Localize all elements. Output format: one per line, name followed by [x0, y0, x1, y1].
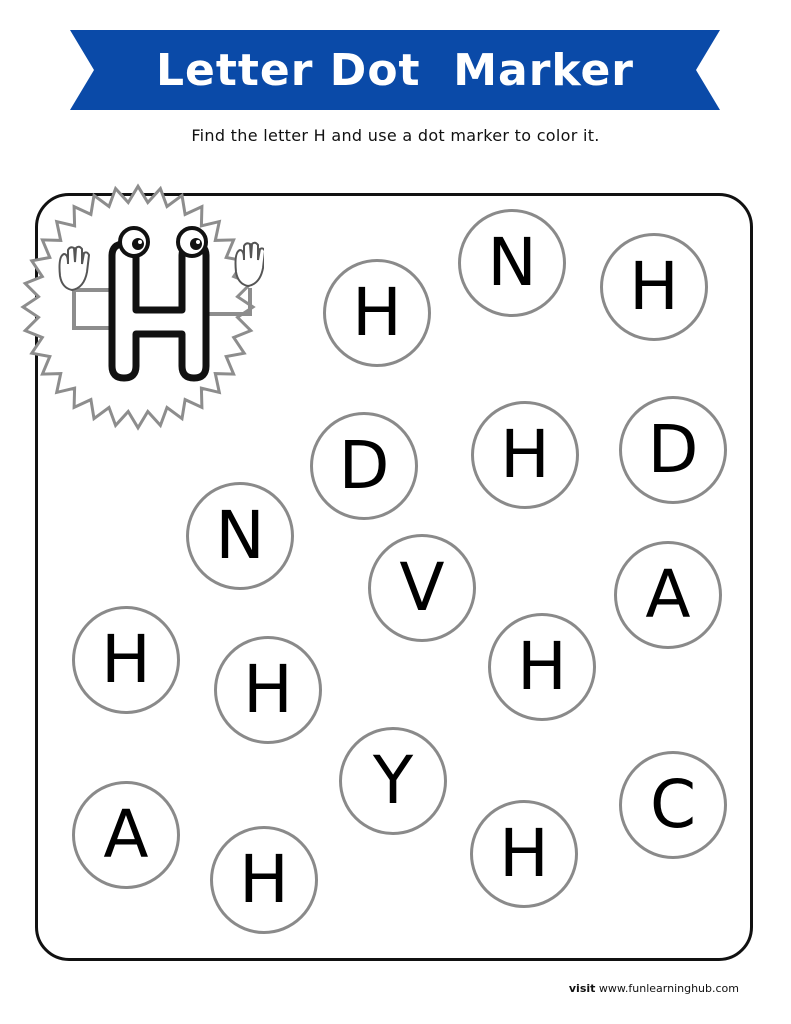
letter-dot-v[interactable]: V: [368, 534, 476, 642]
letter-dot-d[interactable]: D: [310, 412, 418, 520]
instruction-text: Find the letter H and use a dot marker to color it.: [191, 126, 600, 145]
letter-dot-h[interactable]: H: [214, 636, 322, 744]
letter-dot-n[interactable]: N: [186, 482, 294, 590]
footer-credit: [569, 982, 739, 995]
letter-dot-n[interactable]: N: [458, 209, 566, 317]
letter-dot-h[interactable]: H: [600, 233, 708, 341]
letter-dot-h[interactable]: H: [210, 826, 318, 934]
page-title: Letter Dot Marker: [155, 44, 635, 96]
cartoon-letter-h-mascot-icon: [12, 162, 264, 452]
letter-dot-d[interactable]: D: [619, 396, 727, 504]
letter-dot-a[interactable]: A: [614, 541, 722, 649]
letter-dot-h[interactable]: H: [72, 606, 180, 714]
footer-url[interactable]: www.funlearninghub.com: [598, 982, 739, 995]
letter-dot-h[interactable]: H: [323, 259, 431, 367]
letter-dot-h[interactable]: H: [488, 613, 596, 721]
letter-dot-h[interactable]: H: [471, 401, 579, 509]
letter-dot-h[interactable]: H: [470, 800, 578, 908]
footer-visit-label: visit: [568, 982, 596, 995]
letter-dot-c[interactable]: C: [619, 751, 727, 859]
letter-dot-a[interactable]: A: [72, 781, 180, 889]
letter-dot-y[interactable]: Y: [339, 727, 447, 835]
